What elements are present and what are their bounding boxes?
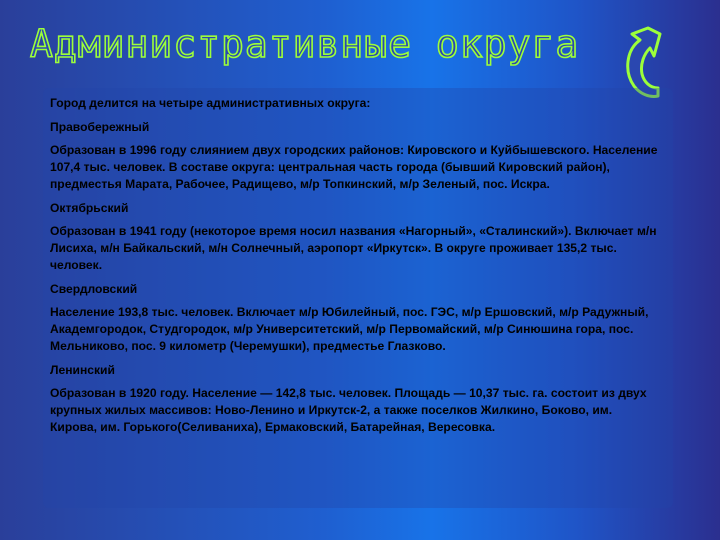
page-title: Административные округа	[30, 22, 580, 66]
district-description: Образован в 1941 году (некоторое время носил названия «Нагорный», «Сталинский»). Включает м/н Лисиха, м/н Байкальский, м/н Солнечный, аэропорт «Иркутск». В округе проживает 135,2 тыс. человек.	[50, 224, 657, 272]
district-description: Население 193,8 тыс. человек. Включает м/р Юбилейный, пос. ГЭС, м/р Ершовский, м/р Радужный, Академгородок, Студгородок, м/р Университетский, м/р Первомайский, м/р Синюшина гора, пос. Мельниково, пос. 9 километр (Черемушки), предместье Глазково.	[50, 305, 649, 353]
district-name: Правобережный	[50, 120, 150, 134]
intro-text: Город делится на четыре административных округа:	[50, 96, 371, 110]
district-name: Свердловский	[50, 282, 138, 296]
district-description: Образован в 1996 году слиянием двух городских районов: Кировского и Куйбышевского. Население 107,4 тыс. человек. В составе округа: центральная часть города (бывший Кировский район), предместья Марата, Рабочее, Радищево, м/р Топкинский, м/р Зеленый, пос. Искра.	[50, 143, 658, 191]
district-name: Ленинский	[50, 363, 115, 377]
district-name: Октябрьский	[50, 201, 129, 215]
district-description: Образован в 1920 году. Население — 142,8 тыс. человек. Площадь — 10,37 тыс. га. состоит из двух крупных жилых массивов: Ново-Ленино и Иркутск-2, а также поселков Жилкино, Боково, им. Кирова, им. Горького(Селиваниха), Ермаковский, Батарейная, Вересовка.	[50, 386, 647, 434]
content-body	[50, 95, 660, 443]
